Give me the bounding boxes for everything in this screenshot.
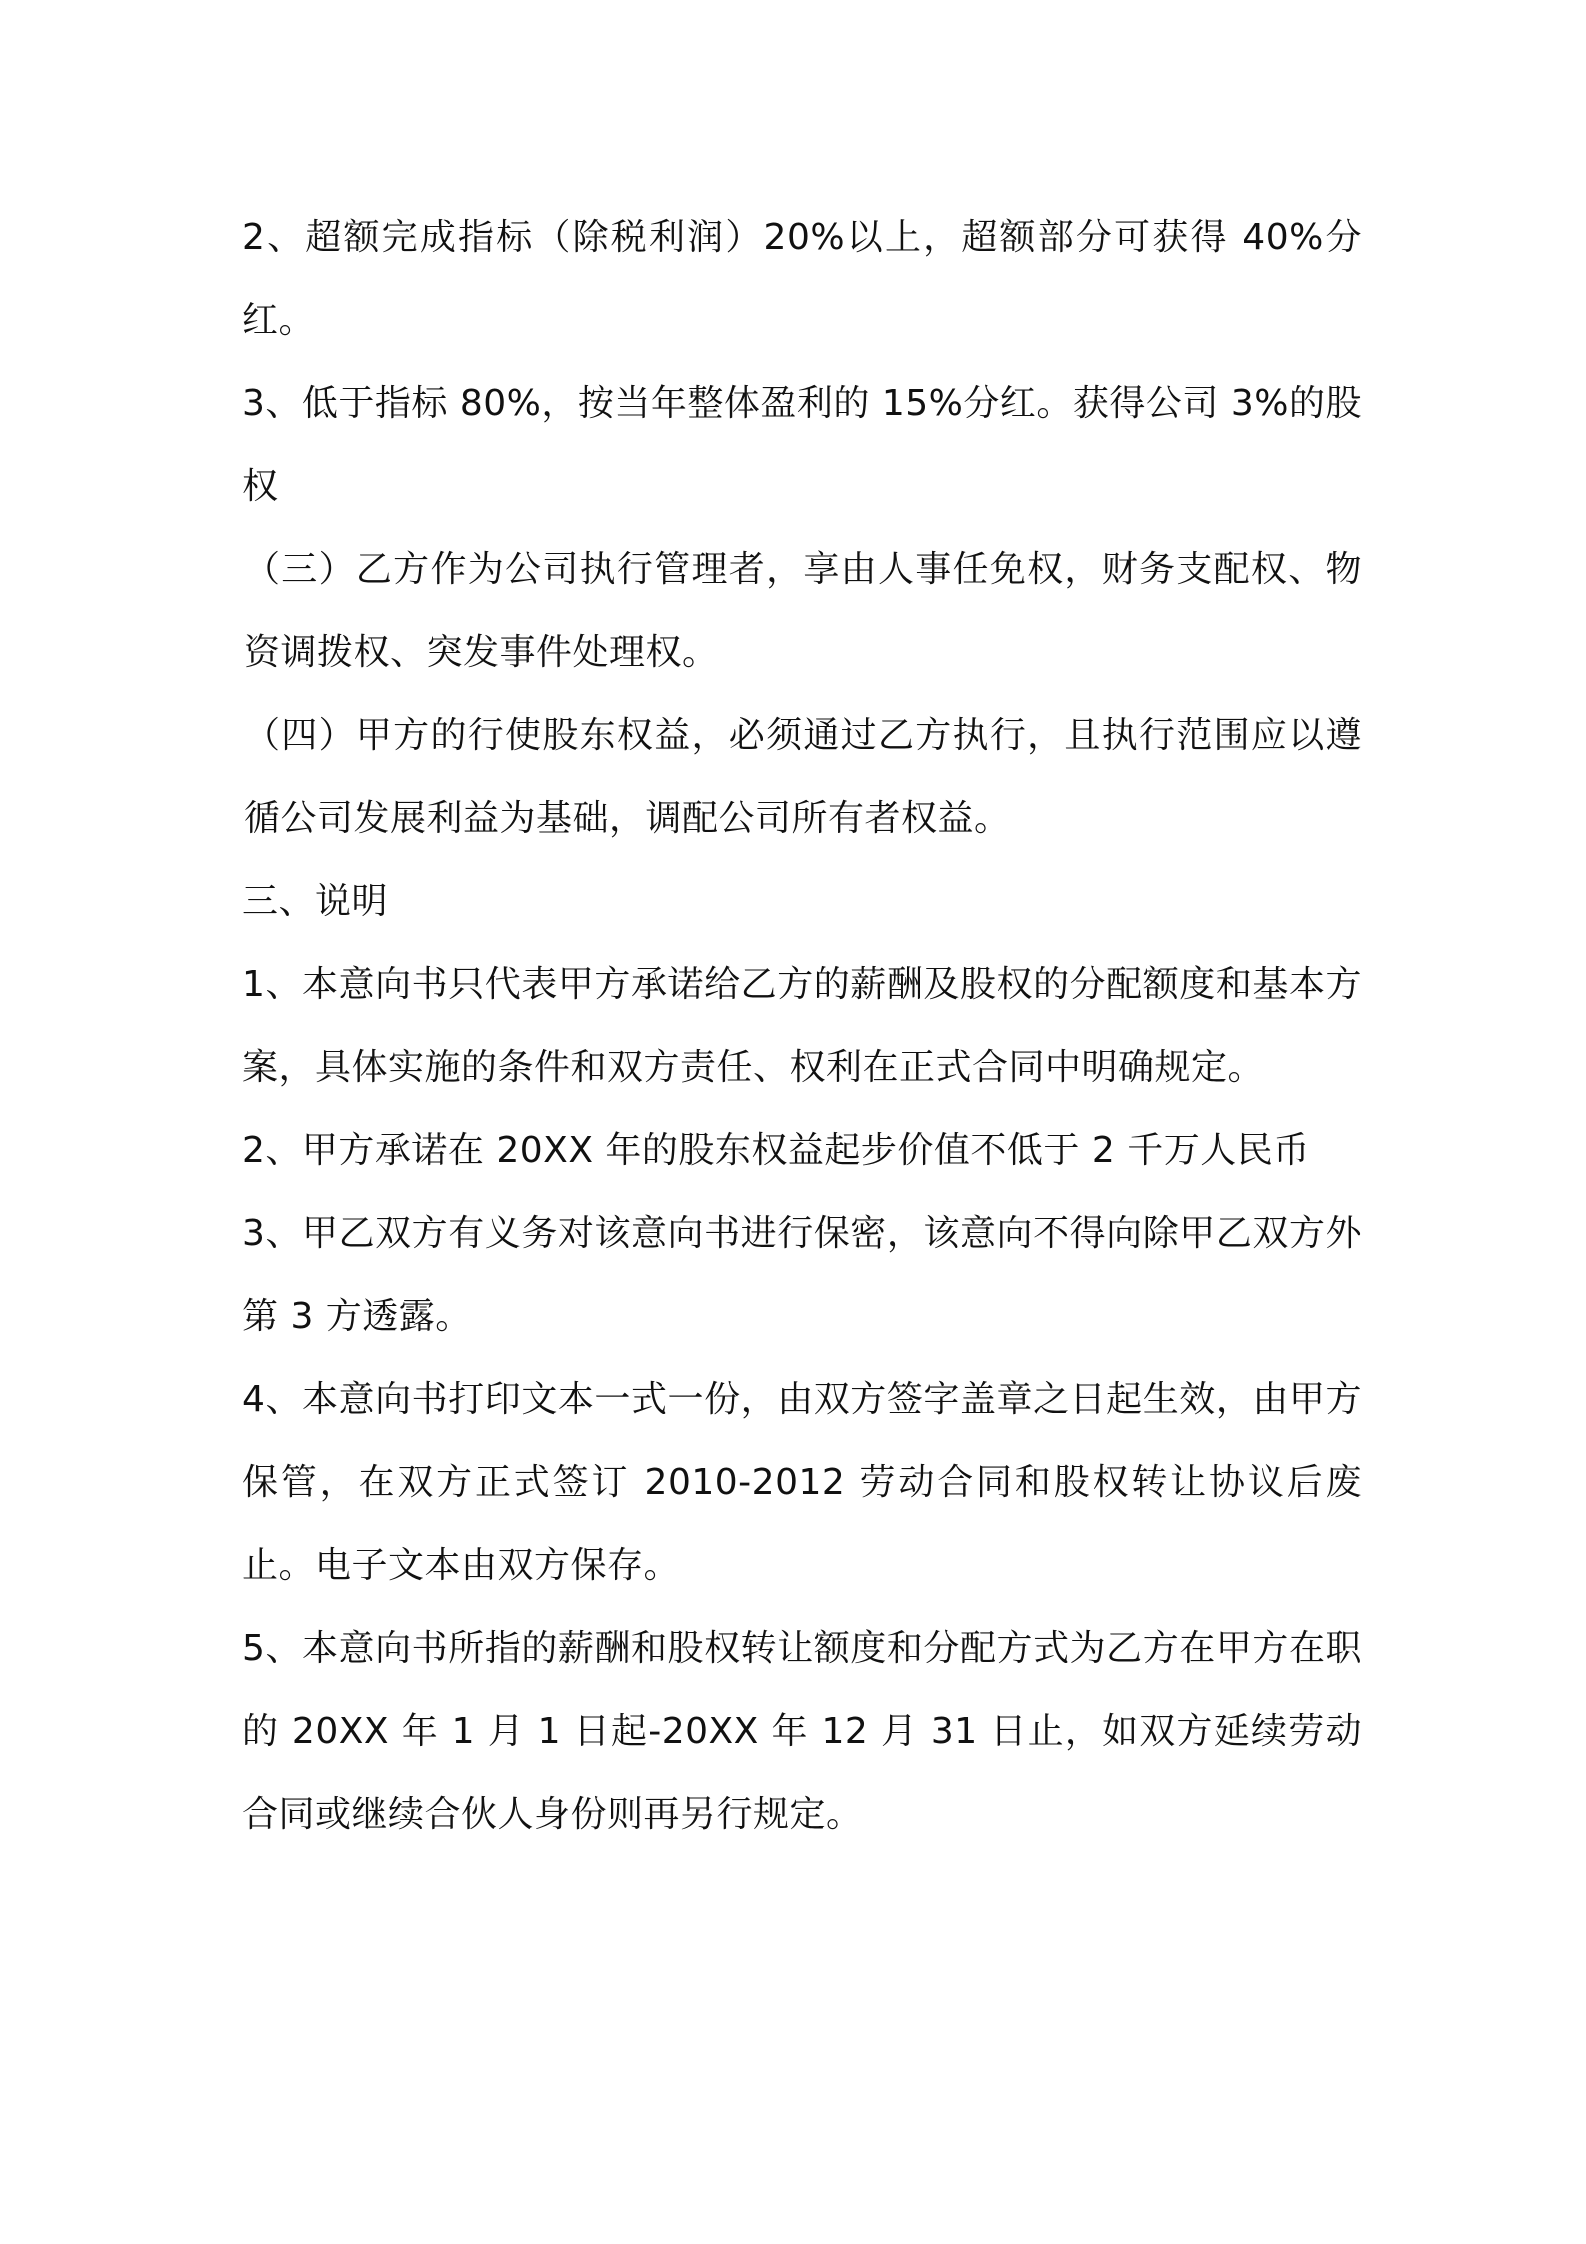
section-3-management-rights: （三）乙方作为公司执行管理者，享由人事任免权，财务支配权、物资调拨权、突发事件处理权。	[244, 549, 1362, 673]
note-5-term: 5、本意向书所指的薪酬和股权转让额度和分配方式为乙方在甲方在职的 20XX 年 1 月 1 日起-20XX 年 12 月 31 日止，如双方延续劳动合同或继续合伙人身份则再另行规定。	[242, 1628, 1362, 1835]
document-body	[242, 196, 1362, 1856]
note-3-confidentiality: 3、甲乙双方有义务对该意向书进行保密，该意向不得向除甲乙双方外第 3 方透露。	[242, 1213, 1362, 1337]
section-4-shareholder-rights: （四）甲方的行使股东权益，必须通过乙方执行，且执行范围应以遵循公司发展利益为基础，调配公司所有者权益。	[244, 715, 1362, 839]
note-4-validity: 4、本意向书打印文本一式一份，由双方签字盖章之日起生效，由甲方保管，在双方正式签订 2010-2012 劳动合同和股权转让协议后废止。电子文本由双方保存。	[242, 1379, 1362, 1586]
clause-2-excess-bonus: 2、超额完成指标（除税利润）20%以上，超额部分可获得 40%分红。	[242, 217, 1362, 341]
note-1-scope: 1、本意向书只代表甲方承诺给乙方的薪酬及股权的分配额度和基本方案，具体实施的条件和双方责任、权利在正式合同中明确规定。	[242, 964, 1362, 1088]
section-heading-notes: 三、说明	[242, 881, 389, 922]
note-2-equity-value: 2、甲方承诺在 20XX 年的股东权益起步价值不低于 2 千万人民币	[242, 1130, 1310, 1171]
clause-3-below-target: 3、低于指标 80%，按当年整体盈利的 15%分红。获得公司 3%的股权	[242, 383, 1362, 507]
